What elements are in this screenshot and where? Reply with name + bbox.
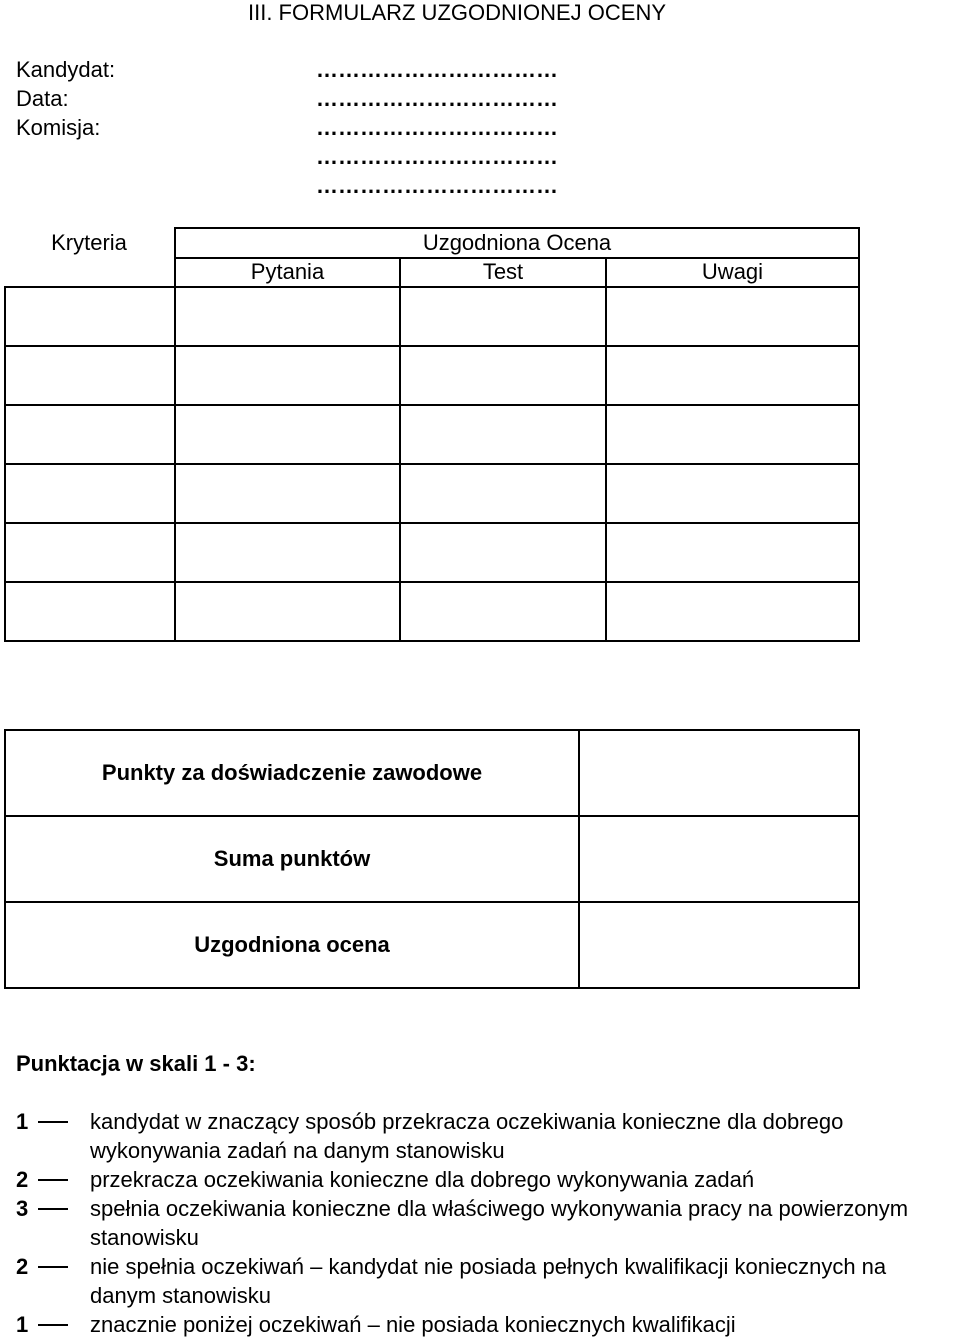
criteria-table-line (4, 463, 860, 465)
scale-dash (38, 1266, 68, 1268)
scale-item-text: przekracza oczekiwania konieczne dla dobrego wykonywania zadań (90, 1167, 755, 1192)
experience-points-value-cell[interactable] (579, 730, 859, 816)
table-row (5, 816, 859, 902)
scale-heading: Punktacja w skali 1 - 3: (16, 1051, 256, 1076)
criteria-table-divider (174, 227, 176, 642)
remarks-column-header: Uwagi (701, 259, 764, 284)
scale-item-text: nie spełnia oczekiwań – kandydat nie posiada pełnych kwalifikacji koniecznych na danym stanowisku (90, 1254, 887, 1308)
committee-dots-3[interactable]: …………………………… (316, 173, 558, 198)
scale-dash (38, 1121, 68, 1123)
scale-item-number: 1 (16, 1312, 29, 1337)
criteria-table-left-border (4, 286, 6, 642)
criteria-table-line (4, 581, 860, 583)
criteria-table-line (4, 345, 860, 347)
candidate-label: Kandydat: (16, 57, 116, 82)
experience-points-label: Punkty za doświadczenie zawodowe (5, 730, 579, 816)
criteria-table-right-border (858, 227, 860, 642)
scale-item-number: 3 (16, 1196, 29, 1221)
criteria-table-line (4, 286, 860, 288)
scale-item-text: znacznie poniżej oczekiwań – nie posiada koniecznych kwalifikacji (90, 1312, 736, 1337)
questions-column-header: Pytania (250, 259, 325, 284)
criteria-table-bottom-line (4, 640, 860, 642)
criteria-header: Kryteria (51, 230, 127, 255)
points-sum-value-cell[interactable] (579, 816, 859, 902)
agreed-score-label: Uzgodniona ocena (5, 902, 579, 988)
scale-item-number: 2 (16, 1167, 29, 1192)
scale-item-text: kandydat w znaczący sposób przekracza oczekiwania konieczne dla dobrego wykonywania zadań na danym stanowisku (90, 1109, 844, 1163)
scale-dash (38, 1324, 68, 1326)
test-column-header: Test (482, 259, 524, 284)
criteria-table-divider (605, 257, 607, 642)
candidate-dots[interactable]: …………………………… (316, 57, 558, 82)
date-dots[interactable]: …………………………… (316, 86, 558, 111)
committee-label: Komisja: (16, 115, 101, 140)
criteria-table-divider (399, 257, 401, 642)
form-title: III. FORMULARZ UZGODNIONEJ OCENY (248, 0, 667, 25)
score-table (4, 729, 860, 989)
scale-item-number: 1 (16, 1109, 29, 1134)
scale-dash (38, 1208, 68, 1210)
agreed-score-value-cell[interactable] (579, 902, 859, 988)
scale-item-number: 2 (16, 1254, 29, 1279)
committee-dots-1[interactable]: …………………………… (316, 115, 558, 140)
agreed-score-header: Uzgodniona Ocena (422, 230, 612, 255)
table-row (5, 902, 859, 988)
points-sum-label: Suma punktów (5, 816, 579, 902)
scale-dash (38, 1179, 68, 1181)
criteria-table-line (4, 522, 860, 524)
scale-item-text: spełnia oczekiwania konieczne dla właściwego wykonywania pracy na powierzonym stanowisku (90, 1196, 909, 1250)
criteria-table-line (4, 404, 860, 406)
table-row (5, 730, 859, 816)
date-label: Data: (16, 86, 69, 111)
committee-dots-2[interactable]: …………………………… (316, 144, 558, 169)
